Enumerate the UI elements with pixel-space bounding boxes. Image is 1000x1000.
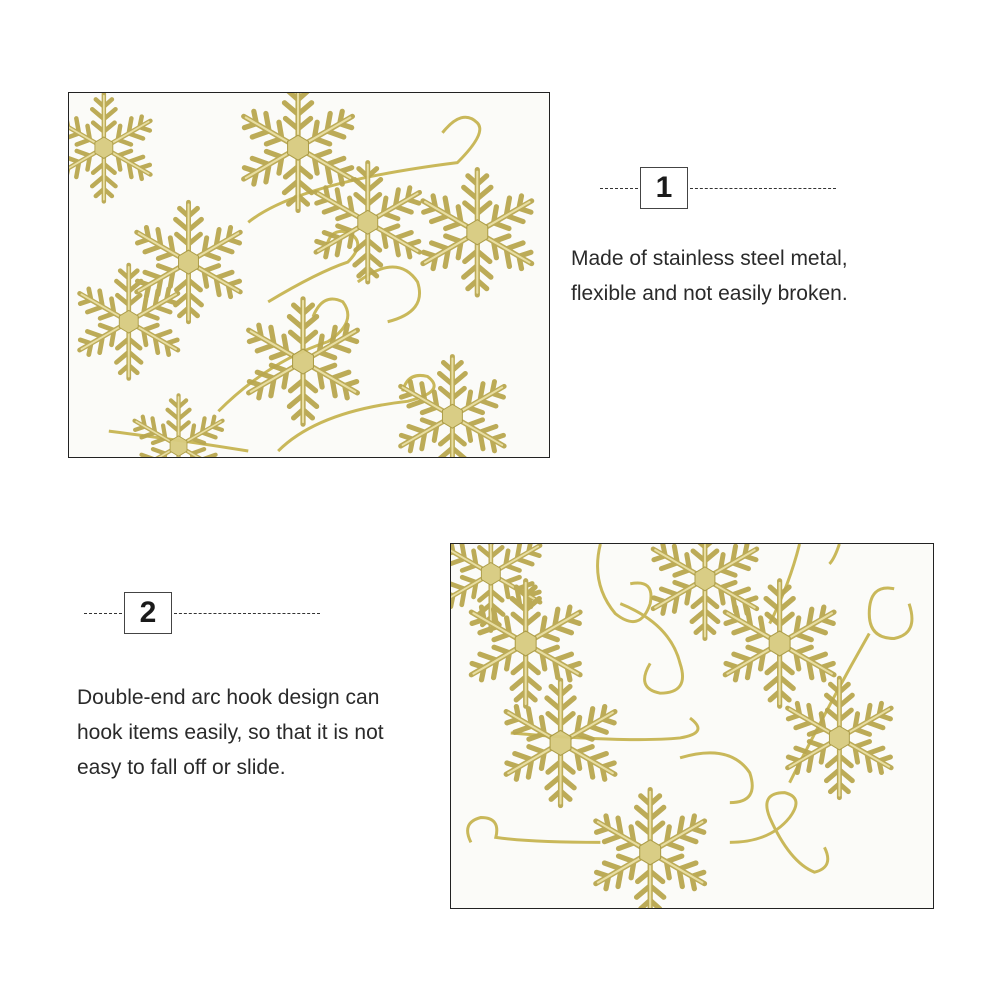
product-photo-1 xyxy=(68,92,550,458)
dashed-divider-right xyxy=(174,613,320,614)
feature-2-line-3: easy to fall off or slide. xyxy=(77,756,286,779)
feature-number-badge: 1 xyxy=(640,167,688,209)
feature-1-description xyxy=(571,241,848,311)
dashed-divider-right xyxy=(690,188,836,189)
feature-1-marker xyxy=(600,167,836,209)
product-photo-2 xyxy=(450,543,934,909)
feature-2-line-1: Double-end arc hook design can xyxy=(77,686,380,709)
snowflake-hooks-illustration-1 xyxy=(69,93,549,457)
feature-2-description xyxy=(77,680,384,785)
dashed-divider-left xyxy=(600,188,638,189)
feature-number-badge: 2 xyxy=(124,592,172,634)
feature-2-marker xyxy=(84,592,320,634)
dashed-divider-left xyxy=(84,613,122,614)
feature-1-line-1: Made of stainless steel metal, xyxy=(571,247,848,270)
feature-1-line-2: flexible and not easily broken. xyxy=(571,282,848,305)
feature-2-line-2: hook items easily, so that it is not xyxy=(77,721,384,744)
snowflake-hooks-illustration-2 xyxy=(451,544,933,908)
